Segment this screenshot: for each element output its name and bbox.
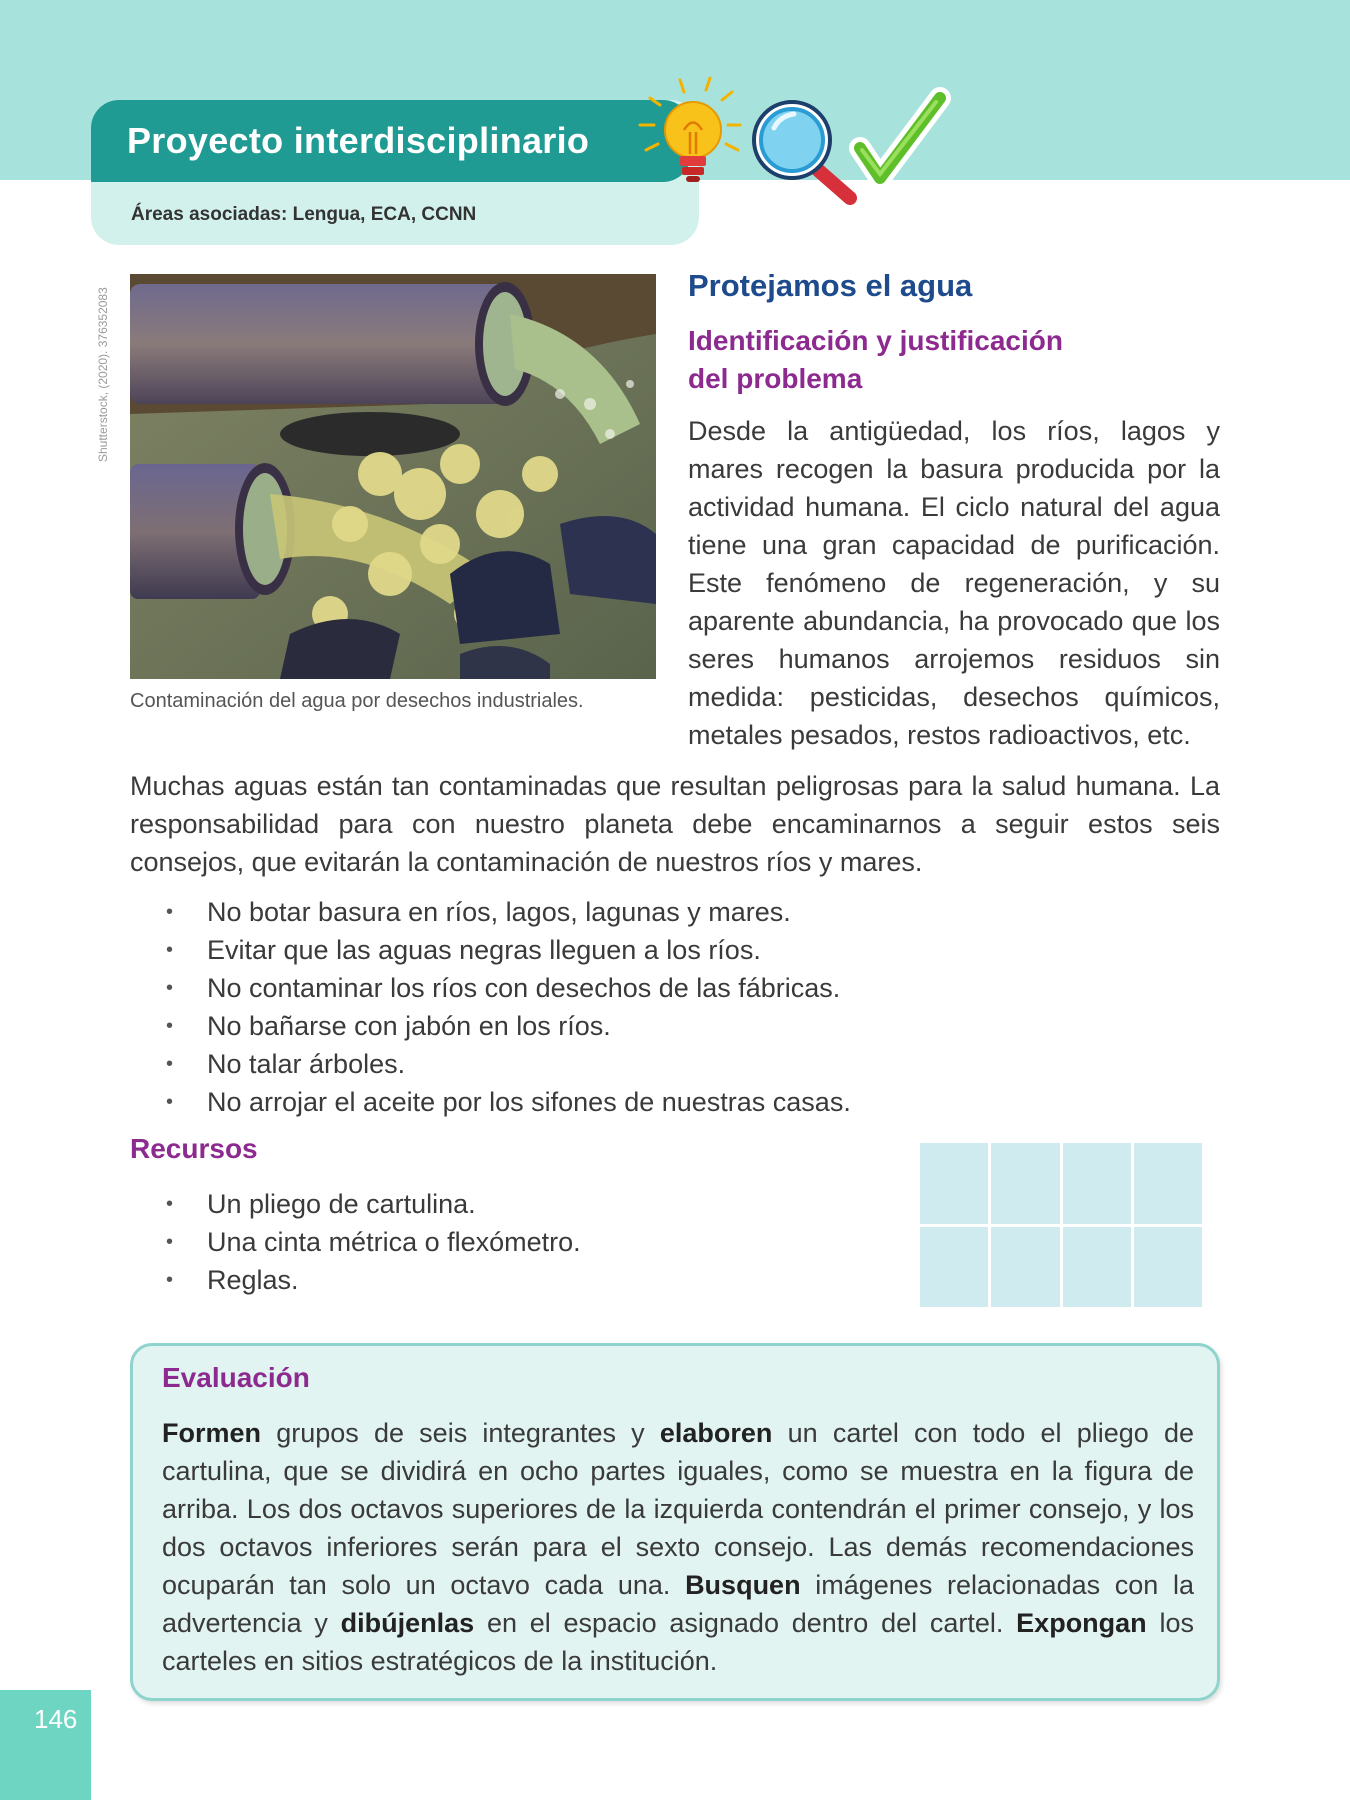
list-item: • No botar basura en ríos, lagos, lagunas y mares.: [130, 893, 1030, 931]
grid-cell: [920, 1143, 988, 1224]
text-run: un cartel con todo el pliego de cartulina, que se dividirá en ocho partes iguales, como se muestra en la figura de arriba. Los dos octavos superiores de la izquierda contendrán el primer consejo, y los dos octavos inferiores serán para el sexto consejo. Las demás recomendaciones ocuparán tan solo un octavo cada una.: [162, 1418, 1194, 1600]
resources-list: [130, 1185, 830, 1299]
emphasis: Busquen: [685, 1570, 801, 1600]
list-item: • Evitar que las aguas negras lleguen a los ríos.: [130, 931, 1030, 969]
grid-cell: [1063, 1143, 1131, 1224]
grid-cell: [920, 1227, 988, 1308]
list-item: • Reglas.: [130, 1261, 830, 1299]
photo-credit: Shutterstock, (2020). 376352083: [96, 287, 110, 462]
grid-cell: [991, 1227, 1059, 1308]
second-paragraph: Muchas aguas están tan contaminadas que resultan peligrosas para la salud humana. La responsabilidad para con nuestro planeta debe encaminarnos a seguir estos seis consejos, que evitarán la contaminación de nuestros ríos y mares.: [130, 771, 1220, 877]
resources-title: Recursos: [130, 1133, 258, 1164]
checkmark-icon: [860, 98, 940, 178]
text-run: imágenes relacionadas con la advertencia y: [162, 1570, 1194, 1638]
evaluation-text: [162, 1414, 1194, 1680]
photo-caption: Contaminación del agua por desechos industriales.: [130, 690, 584, 712]
intro-paragraph: Desde la antigüedad, los ríos, lagos y mares recogen la basura producida por la actividad humana. El ciclo natural del agua tiene una gran capacidad de purificación. Este fenómeno de regeneración, y su aparente abundancia, ha provocado que los seres humanos arrojemos residuos sin medida: pesticidas, desechos químicos, metales pesados, restos radioactivos, etc.: [688, 416, 1220, 750]
list-item: • Un pliego de cartulina.: [130, 1185, 830, 1223]
associated-areas: Áreas asociadas: Lengua, ECA, CCNN: [131, 204, 477, 225]
tips-list: [130, 893, 1030, 1121]
grid-cell: [1063, 1227, 1131, 1308]
emphasis: dibújenlas: [340, 1608, 475, 1638]
grid-cell: [1134, 1143, 1202, 1224]
magnifier-icon: [754, 102, 850, 198]
page-title: Proyecto interdisciplinario: [127, 120, 590, 161]
title-bar: [91, 100, 691, 182]
grid-cell: [991, 1143, 1059, 1224]
grid-cell: [1134, 1227, 1202, 1308]
section-title: Protejamos el agua: [688, 268, 973, 303]
list-item: • No contaminar los ríos con desechos de las fábricas.: [130, 969, 1030, 1007]
lightbulb-icon: [640, 78, 740, 182]
header-icons: [610, 70, 970, 214]
text-run: grupos de seis integrantes y: [261, 1418, 660, 1448]
list-item: • No arrojar el aceite por los sifones de nuestras casas.: [130, 1083, 1030, 1121]
poster-grid-figure: [920, 1143, 1202, 1307]
evaluation-title: Evaluación: [162, 1362, 310, 1393]
list-item: • No talar árboles.: [130, 1045, 1030, 1083]
text-run: los carteles en sitios estratégicos de la institución.: [162, 1608, 1194, 1676]
emphasis: Expongan: [1016, 1608, 1147, 1638]
pollution-photo: [130, 274, 656, 679]
emphasis: Formen: [162, 1418, 262, 1448]
page-number: 146: [34, 1704, 78, 1734]
list-item: • No bañarse con jabón en los ríos.: [130, 1007, 1030, 1045]
subsection-title: Identificación y justificación del problema: [688, 325, 1063, 394]
list-item: • Una cinta métrica o flexómetro.: [130, 1223, 830, 1261]
emphasis: elaboren: [659, 1418, 773, 1448]
text-run: en el espacio asignado dentro del cartel.: [474, 1608, 1017, 1638]
